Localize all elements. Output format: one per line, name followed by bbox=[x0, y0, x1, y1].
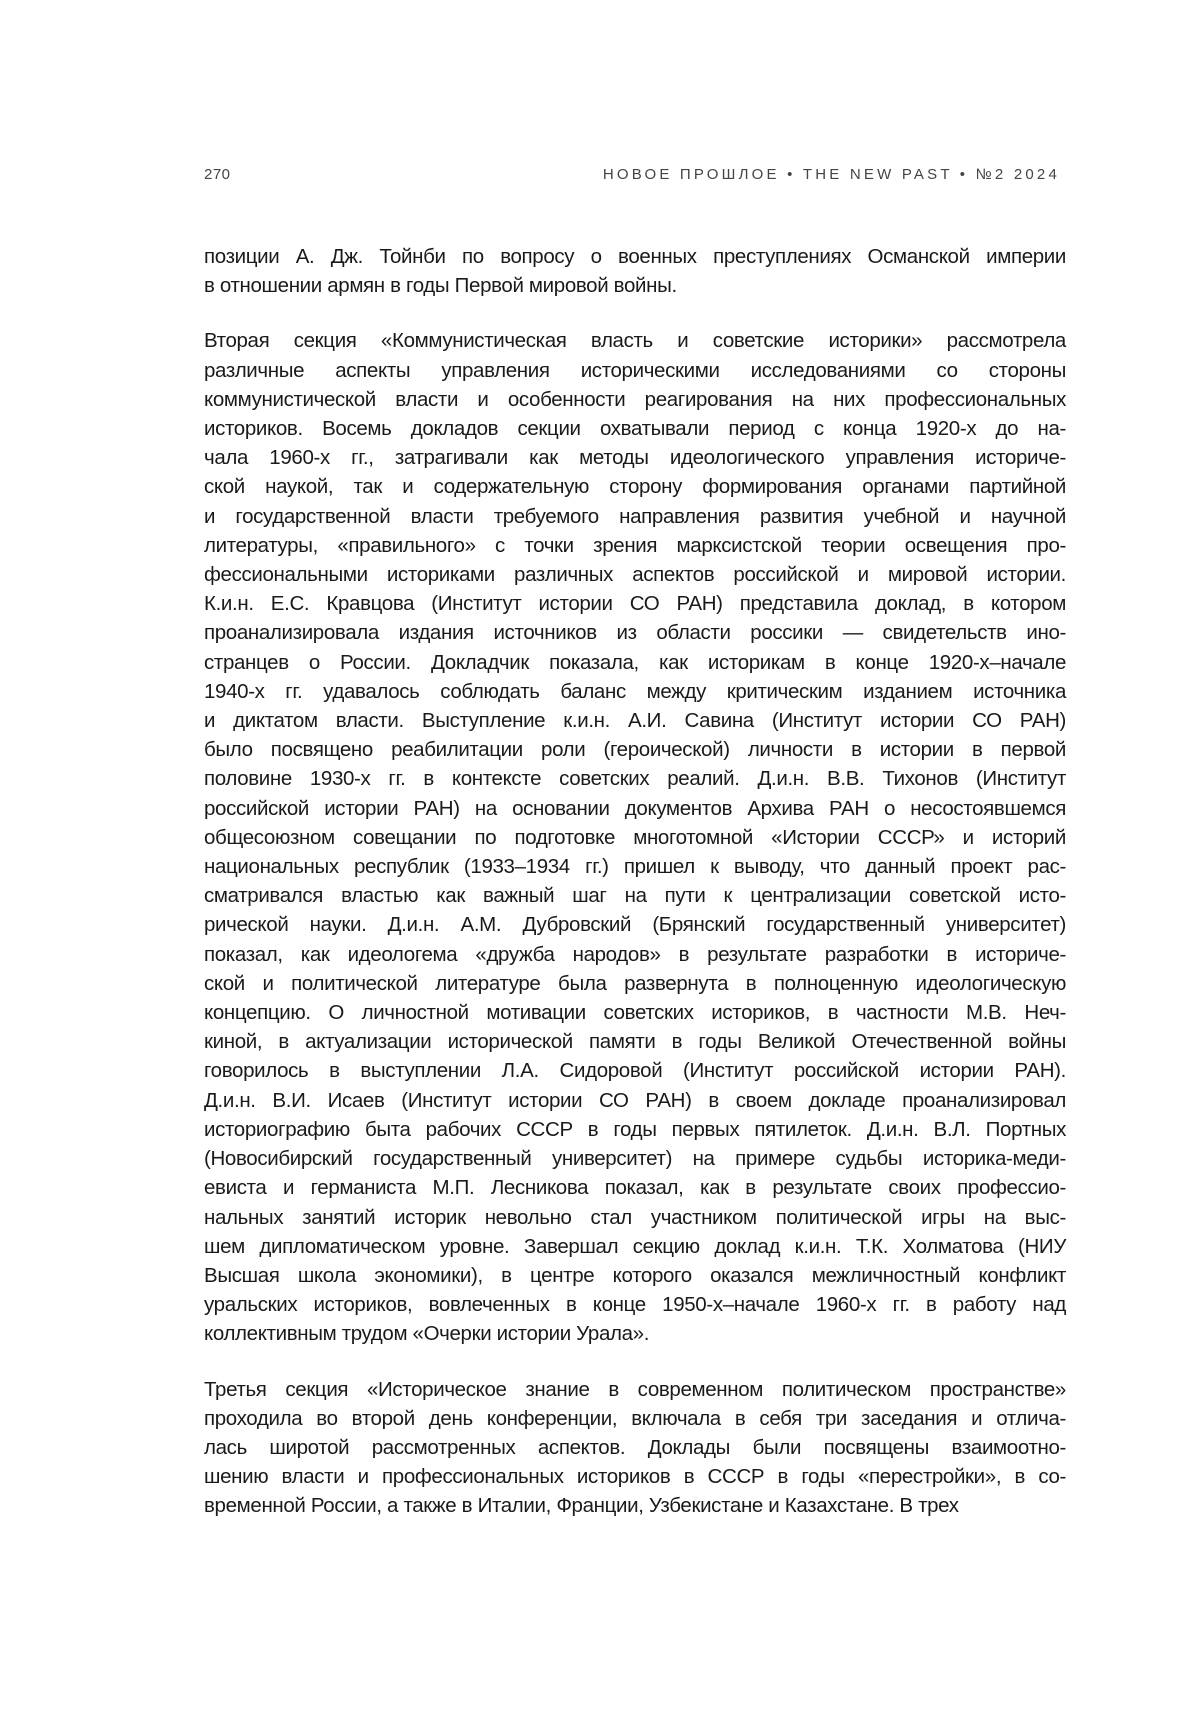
text-line: Высшая школа экономики), в центре которого оказался межличностный конфликт bbox=[204, 1261, 1066, 1290]
text-line: шем дипломатическом уровне. Завершал секцию доклад к.и.н. Т.К. Холматова (НИУ bbox=[204, 1232, 1066, 1261]
text-line: концепцию. О личностной мотивации советских историков, в частности М.В. Неч- bbox=[204, 998, 1066, 1027]
text-line: показал, как идеологема «дружба народов» в результате разработки в историче- bbox=[204, 940, 1066, 969]
text-line: проанализировала издания источников из области россики — свидетельств ино- bbox=[204, 618, 1066, 647]
text-line: различные аспекты управления историческими исследованиями со стороны bbox=[204, 356, 1066, 385]
text-line: чала 1960-х гг., затрагивали как методы идеологического управления историче- bbox=[204, 443, 1066, 472]
text-line: историографию быта рабочих СССР в годы первых пятилеток. Д.и.н. В.Л. Портных bbox=[204, 1115, 1066, 1144]
text-line: странцев о России. Докладчик показала, как историкам в конце 1920-х–начале bbox=[204, 648, 1066, 677]
text-line: историков. Восемь докладов секции охватывали период с конца 1920-х до на- bbox=[204, 414, 1066, 443]
text-line: позиции А. Дж. Тойнби по вопросу о военных преступлениях Османской империи bbox=[204, 242, 1066, 271]
text-line: говорилось в выступлении Л.А. Сидоровой (Институт российской истории РАН). bbox=[204, 1056, 1066, 1085]
running-head bbox=[204, 166, 1060, 190]
text-line: проходила во второй день конференции, включала в себя три заседания и отлича- bbox=[204, 1404, 1066, 1433]
text-line: Д.и.н. В.И. Исаев (Институт истории СО РАН) в своем докладе проанализировал bbox=[204, 1086, 1066, 1115]
text-line: коллективным трудом «Очерки истории Урала». bbox=[204, 1319, 1066, 1348]
text-line: временной России, а также в Италии, Франции, Узбекистане и Казахстане. В трех bbox=[204, 1491, 1066, 1520]
text-line: литературы, «правильного» с точки зрения марксистской теории освещения про- bbox=[204, 531, 1066, 560]
journal-title: НОВОЕ ПРОШЛОЕ • THE NEW PAST • №2 2024 bbox=[603, 166, 1060, 183]
article-body bbox=[204, 242, 1066, 1547]
text-line: евиста и германиста М.П. Лесникова показал, как в результате своих профессио- bbox=[204, 1173, 1066, 1202]
text-line: Третья секция «Историческое знание в современном политическом пространстве» bbox=[204, 1375, 1066, 1404]
text-line: ской наукой, так и содержательную сторону формирования органами партийной bbox=[204, 472, 1066, 501]
text-line: и диктатом власти. Выступление к.и.н. А.И. Савина (Институт истории СО РАН) bbox=[204, 706, 1066, 735]
text-line: рической науки. Д.и.н. А.М. Дубровский (Брянский государственный университет) bbox=[204, 910, 1066, 939]
text-line: нальных занятий историк невольно стал участником политической игры на выс- bbox=[204, 1203, 1066, 1232]
paragraph bbox=[204, 326, 1066, 1348]
text-line: сматривался властью как важный шаг на пути к централизации советской исто- bbox=[204, 881, 1066, 910]
text-line: в отношении армян в годы Первой мировой войны. bbox=[204, 271, 1066, 300]
text-line: лась широтой рассмотренных аспектов. Доклады были посвящены взаимоотно- bbox=[204, 1433, 1066, 1462]
text-line: российской истории РАН) на основании документов Архива РАН о несостоявшемся bbox=[204, 794, 1066, 823]
text-line: национальных республик (1933–1934 гг.) пришел к выводу, что данный проект рас- bbox=[204, 852, 1066, 881]
page-number: 270 bbox=[204, 166, 231, 183]
text-line: уральских историков, вовлеченных в конце 1950-х–начале 1960-х гг. в работу над bbox=[204, 1290, 1066, 1319]
text-line: К.и.н. Е.С. Кравцова (Институт истории СО РАН) представила доклад, в котором bbox=[204, 589, 1066, 618]
text-line: фессиональными историками различных аспектов российской и мировой истории. bbox=[204, 560, 1066, 589]
text-line: шению власти и профессиональных историков в СССР в годы «перестройки», в со- bbox=[204, 1462, 1066, 1491]
text-line: ской и политической литературе была развернута в полноценную идеологическую bbox=[204, 969, 1066, 998]
paragraph bbox=[204, 242, 1066, 300]
text-line: киной, в актуализации исторической памяти в годы Великой Отечественной войны bbox=[204, 1027, 1066, 1056]
text-line: и государственной власти требуемого направления развития учебной и научной bbox=[204, 502, 1066, 531]
text-line: (Новосибирский государственный университет) на примере судьбы историка-меди- bbox=[204, 1144, 1066, 1173]
text-line: половине 1930-х гг. в контексте советских реалий. Д.и.н. В.В. Тихонов (Институт bbox=[204, 764, 1066, 793]
text-line: было посвящено реабилитации роли (героической) личности в истории в первой bbox=[204, 735, 1066, 764]
text-line: 1940-х гг. удавалось соблюдать баланс между критическим изданием источника bbox=[204, 677, 1066, 706]
text-line: общесоюзном совещании по подготовке многотомной «Истории СССР» и историй bbox=[204, 823, 1066, 852]
text-line: коммунистической власти и особенности реагирования на них профессиональных bbox=[204, 385, 1066, 414]
paragraph bbox=[204, 1375, 1066, 1521]
text-line: Вторая секция «Коммунистическая власть и советские историки» рассмотрела bbox=[204, 326, 1066, 355]
document-page bbox=[0, 0, 1200, 1714]
